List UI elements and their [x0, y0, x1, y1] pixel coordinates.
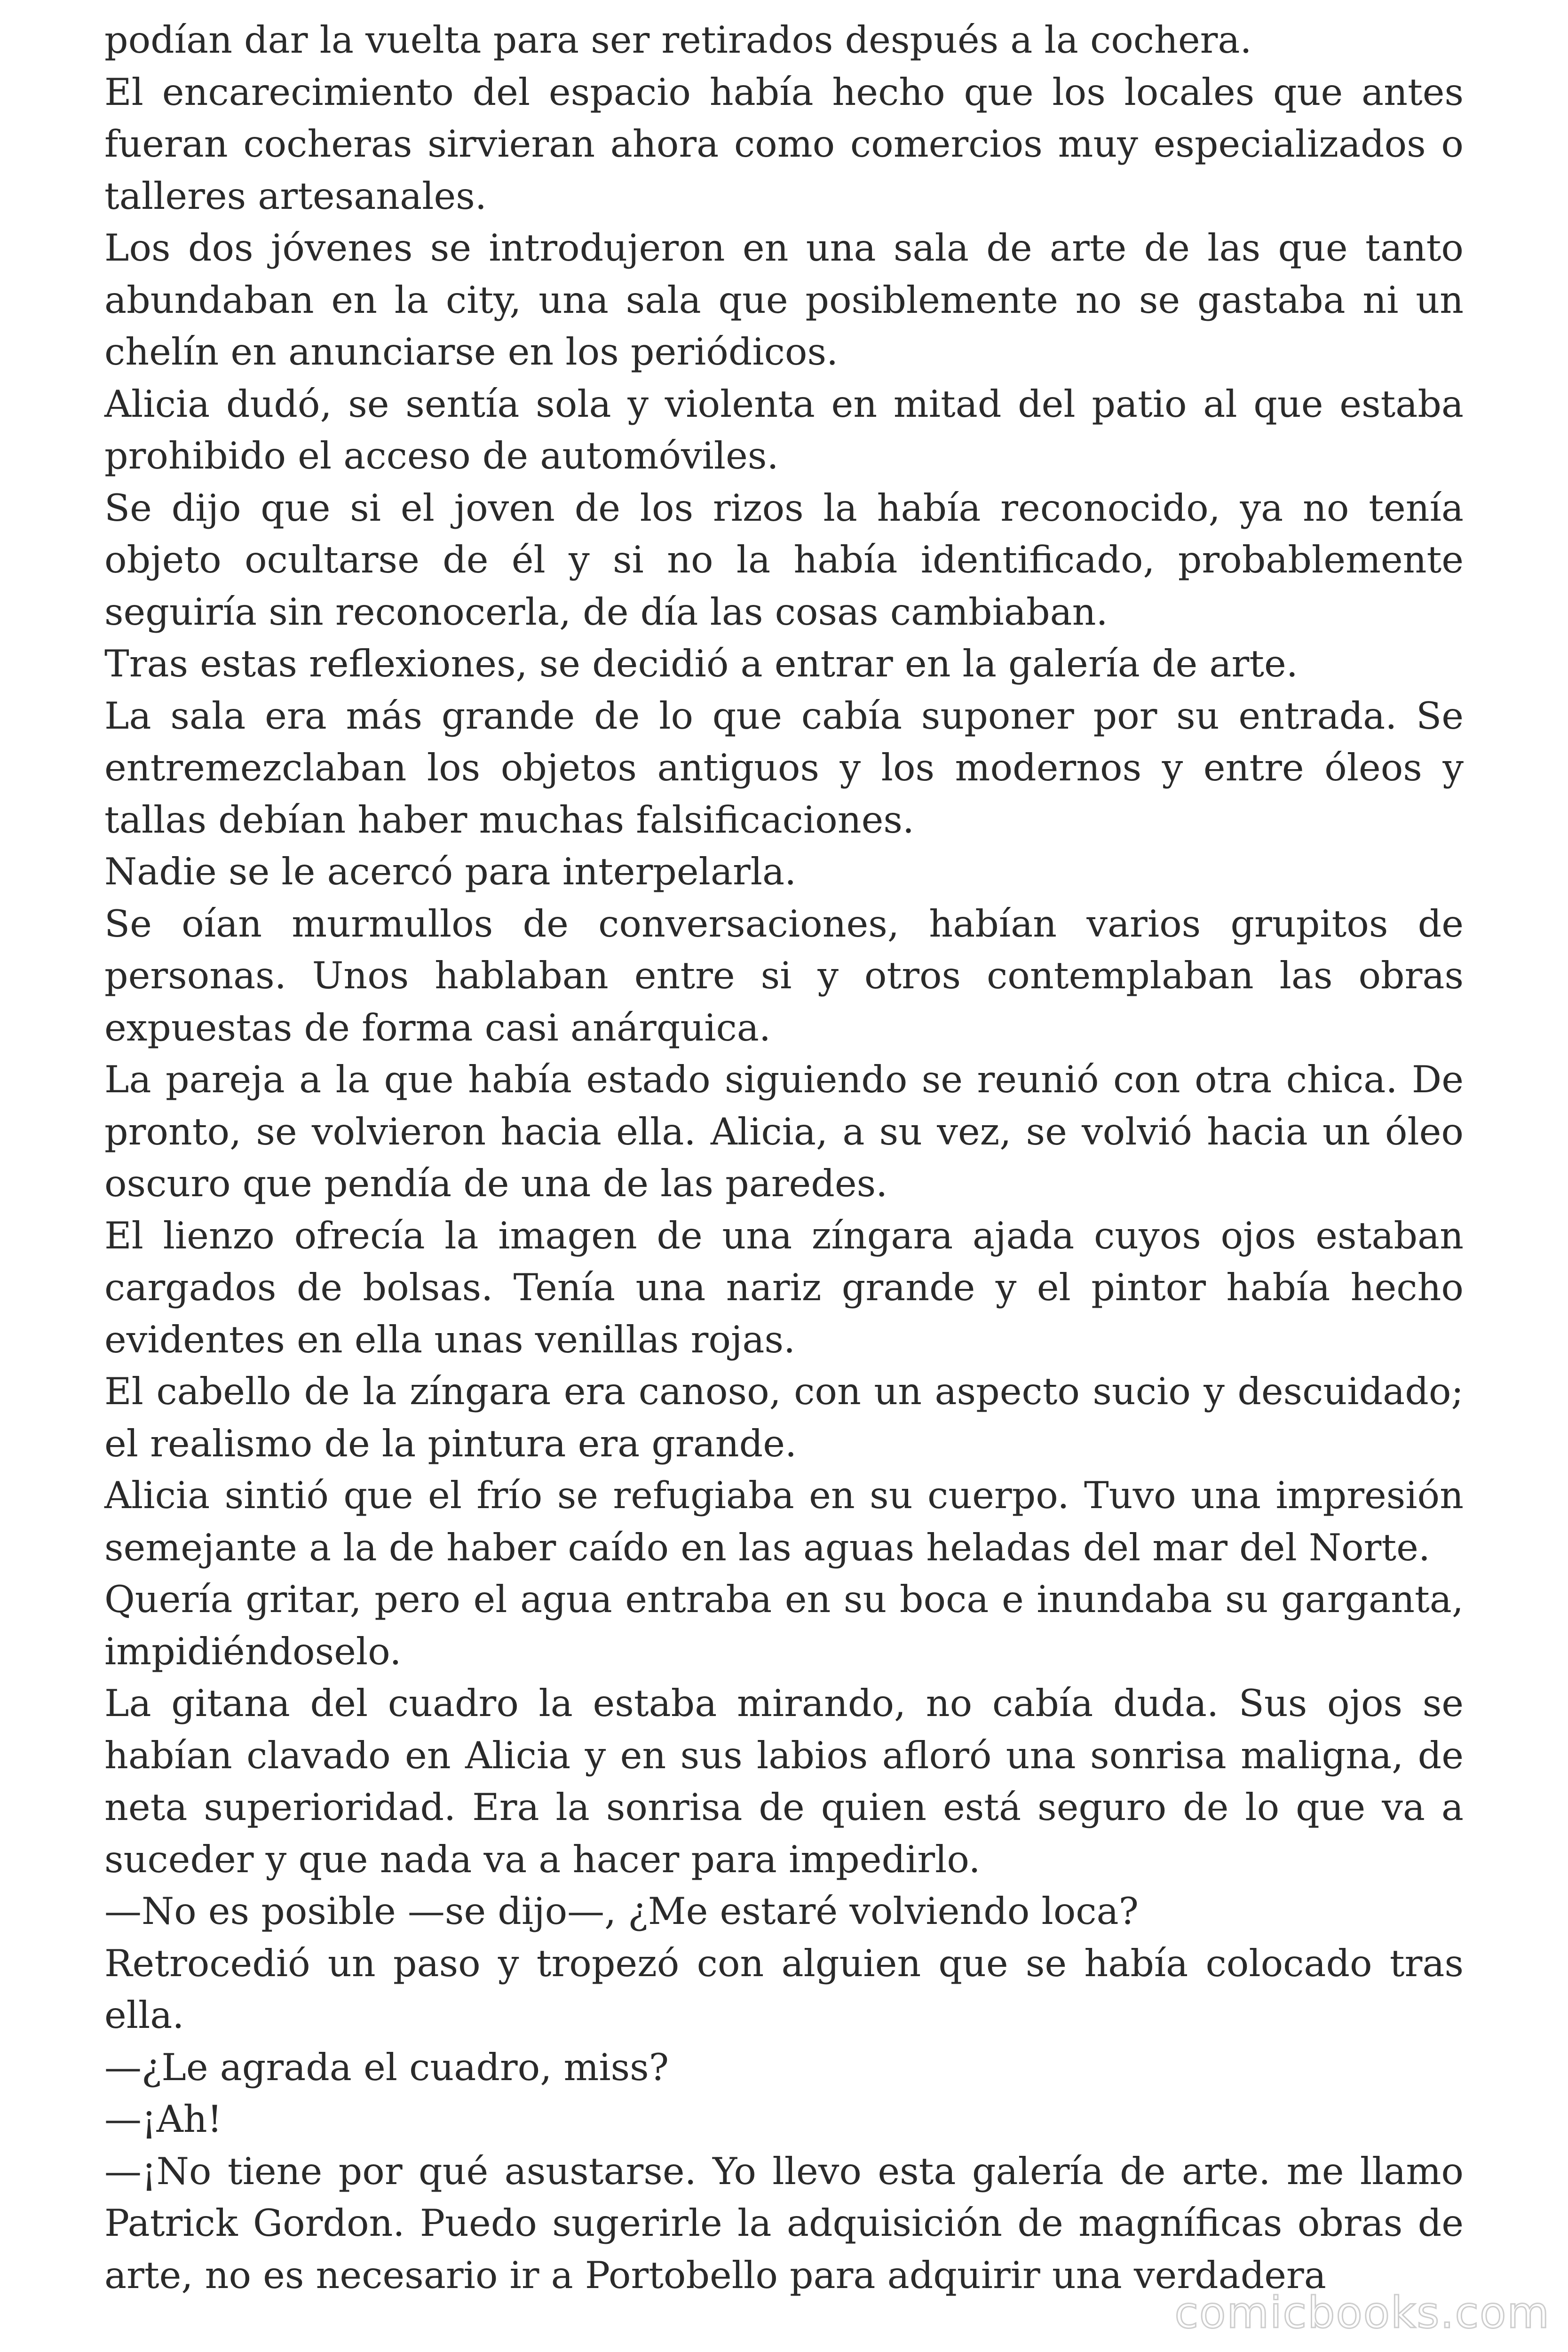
dialogue-line: —¡Ah! — [104, 2098, 222, 2141]
paragraph: Tras estas reflexiones, se decidió a entrar en la galería de arte. — [104, 642, 1298, 685]
paragraph: La sala era más grande de lo que cabía suponer por su entrada. Se entremezclaban los objetos antiguos y los modernos y entre óleos y tallas debían haber muchas falsificaciones. — [104, 694, 1464, 842]
paragraph: Retrocedió un paso y tropezó con alguien que se había colocado tras ella. — [104, 1941, 1464, 2037]
paragraph: La pareja a la que había estado siguiendo se reunió con otra chica. De pronto, se volvieron hacia ella. Alicia, a su vez, se volvió hacia un óleo oscuro que pendía de una de las paredes. — [104, 1058, 1464, 1205]
paragraph: El encarecimiento del espacio había hecho que los locales que antes fueran cocheras sirvieran ahora como comercios muy especializados o talleres artesanales. — [104, 70, 1464, 218]
dialogue-line: —¡No tiene por qué asustarse. Yo llevo esta galería de arte. me llamo Patrick Gordon. Puedo sugerirle la adquisición de magníficas obras de arte, no es necesario ir a Portobello para adquirir una verdadera — [104, 2149, 1464, 2297]
dialogue-line: —¿Le agrada el cuadro, miss? — [104, 2045, 669, 2089]
paragraph: El cabello de la zíngara era canoso, con un aspecto sucio y descuidado; el realismo de la pintura era grande. — [104, 1370, 1464, 1465]
paragraph: Los dos jóvenes se introdujeron en una sala de arte de las que tanto abundaban en la city, una sala que posiblemente no se gastaba ni un chelín en anunciarse en los periódicos. — [104, 226, 1464, 373]
dialogue-line: —No es posible —se dijo—, ¿Me estaré volviendo loca? — [104, 1890, 1139, 1933]
paragraph: podían dar la vuelta para ser retirados después a la cochera. — [104, 18, 1252, 62]
paragraph: Alicia sintió que el frío se refugiaba en su cuerpo. Tuvo una impresión semejante a la de haber caído en las aguas heladas del mar del Norte. — [104, 1474, 1464, 1569]
paragraph: Quería gritar, pero el agua entraba en su boca e inundaba su garganta, impidiéndoselo. — [104, 1578, 1464, 1673]
paragraph: Nadie se le acercó para interpelarla. — [104, 850, 797, 893]
paragraph: El lienzo ofrecía la imagen de una zíngara ajada cuyos ojos estaban cargados de bolsas. Tenía una nariz grande y el pintor había hecho evidentes en ella unas venillas rojas. — [104, 1214, 1464, 1361]
book-page-text — [104, 14, 1464, 2301]
paragraph: La gitana del cuadro la estaba mirando, no cabía duda. Sus ojos se habían clavado en Alicia y en sus labios afloró una sonrisa maligna, de neta superioridad. Era la sonrisa de quien está seguro de lo que va a suceder y que nada va a hacer para impedirlo. — [104, 1682, 1464, 1881]
paragraph: Alicia dudó, se sentía sola y violenta en mitad del patio al que estaba prohibido el acceso de automóviles. — [104, 382, 1464, 477]
watermark-logo: comicbooks.com — [1174, 2288, 1550, 2338]
paragraph: Se oían murmullos de conversaciones, habían varios grupitos de personas. Unos hablaban entre si y otros contemplaban las obras expuestas de forma casi anárquica. — [104, 902, 1464, 1049]
paragraph: Se dijo que si el joven de los rizos la había reconocido, ya no tenía objeto ocultarse de él y si no la había identificado, probablemente seguiría sin reconocerla, de día las cosas cambiaban. — [104, 486, 1464, 634]
